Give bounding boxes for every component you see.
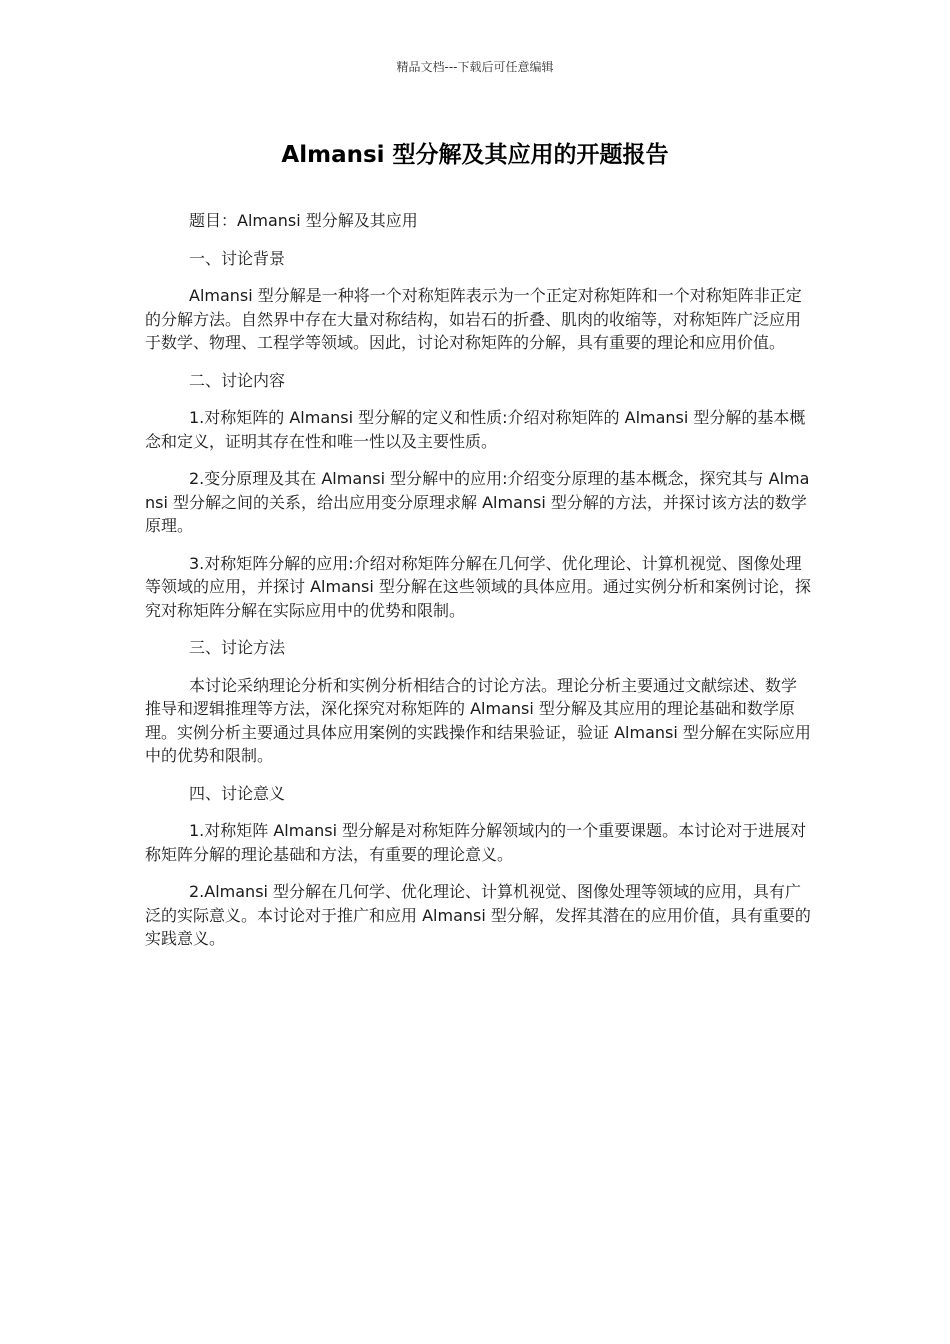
section-heading-significance: 四、讨论意义 <box>189 783 286 803</box>
section-heading-content: 二、讨论内容 <box>189 370 286 390</box>
paragraph-method: 本讨论采纳理论分析和实例分析相结合的讨论方法。理论分析主要通过文献综述、数学推导和逻辑推理等方法，深化探究对称矩阵的 Almansi 型分解及其应用的理论基础和数学原理。实例分析主要通过具体应用案例的实践操作和结果验证，验证 Almansi 型分解在实际应用中的优势和限制。 <box>145 675 811 765</box>
paragraph-content-1: 1.对称矩阵的 Almansi 型分解的定义和性质:介绍对称矩阵的 Almansi 型分解的基本概念和定义，证明其存在性和唯一性以及主要性质。 <box>145 408 806 451</box>
paragraph-content-2: 2.变分原理及其在 Almansi 型分解中的应用:介绍变分原理的基本概念，探究其与 Almansi 型分解之间的关系，给出应用变分原理求解 Almansi 型分解的方法，并探讨该方法的数学原理。 <box>145 469 810 535</box>
header-note: 精品文档---下载后可任意编辑 <box>396 60 554 74</box>
topic-line: 题目：Almansi 型分解及其应用 <box>189 211 418 230</box>
paragraph-background: Almansi 型分解是一种将一个对称矩阵表示为一个正定对称矩阵和一个对称矩阵非正定的分解方法。自然界中存在大量对称结构，如岩石的折叠、肌肉的收缩等，对称矩阵广泛应用于数学、物理、工程学等领域。因此，讨论对称矩阵的分解，具有重要的理论和应用价值。 <box>145 286 802 352</box>
document-body <box>145 209 811 965</box>
document-title: Almansi 型分解及其应用的开题报告 <box>281 142 669 168</box>
section-heading-method: 三、讨论方法 <box>189 638 286 657</box>
section-heading-background: 一、讨论背景 <box>189 248 286 268</box>
paragraph-significance-1: 1.对称矩阵 Almansi 型分解是对称矩阵分解领域内的一个重要课题。本讨论对于进展对称矩阵分解的理论基础和方法，有重要的理论意义。 <box>145 821 807 864</box>
paragraph-significance-2: 2.Almansi 型分解在几何学、优化理论、计算机视觉、图像处理等领域的应用，具有广泛的实际意义。本讨论对于推广和应用 Almansi 型分解，发挥其潜在的应用价值，具有重要的实践意义。 <box>145 882 811 948</box>
paragraph-content-3: 3.对称矩阵分解的应用:介绍对称矩阵分解在几何学、优化理论、计算机视觉、图像处理等领域的应用，并探讨 Almansi 型分解在这些领域的具体应用。通过实例分析和案例讨论，探究对称矩阵分解在实际应用中的优势和限制。 <box>145 553 811 620</box>
